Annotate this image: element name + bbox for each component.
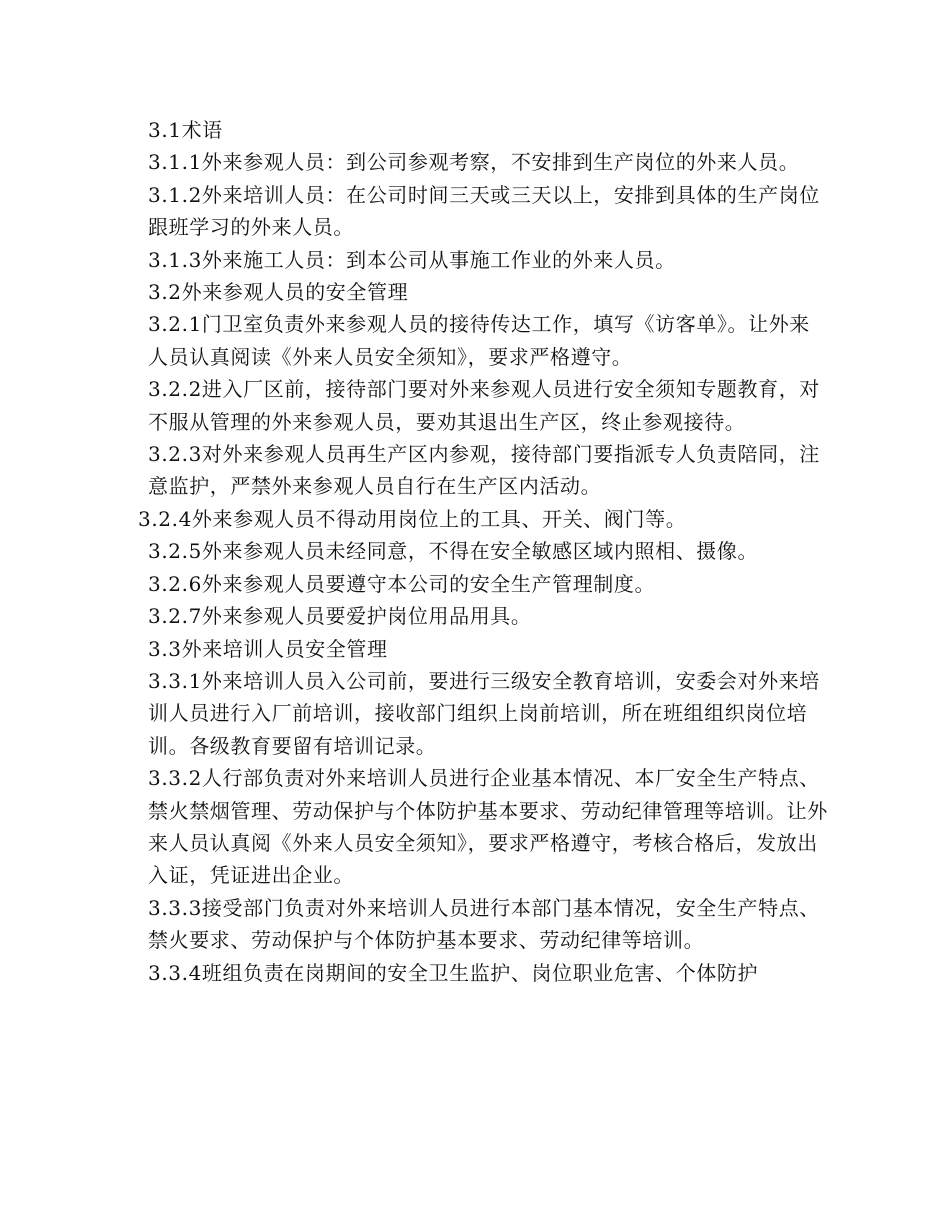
clause-3-2-6: 3.2.6外来参观人员要遵守本公司的安全生产管理制度。 [148, 571, 656, 596]
clause-3-1-2: 3.1.2外来培训人员：在公司时间三天或三天以上，安排到具体的生产岗位跟班学习的外来人员。 [148, 182, 820, 240]
clause-3-3-4: 3.3.4班组负责在岗期间的安全卫生监护、岗位职业危害、个体防护 [148, 960, 759, 985]
clause-3-2-5: 3.2.5外来参观人员未经同意，不得在安全敏感区域内照相、摄像。 [148, 539, 759, 564]
clause-3-2-4: 3.2.4外来参观人员不得动用岗位上的工具、开关、阀门等。 [138, 506, 687, 531]
clause-3-1-1: 3.1.1外来参观人员：到公司参观考察，不安排到生产岗位的外来人员。 [148, 150, 800, 175]
clause-3-3-1: 3.3.1外来培训人员入公司前，要进行三级安全教育培训，安委会对外来培训人员进行入厂前培训，接收部门组织上岗前培训，所在班组组织岗位培训。各级教育要留有培训记录。 [148, 668, 820, 758]
clause-3-3-3: 3.3.3接受部门负责对外来培训人员进行本部门基本情况，安全生产特点、禁火要求、劳动保护与个体防护基本要求、劳动纪律等培训。 [148, 895, 820, 953]
section-heading-3-3: 3.3外来培训人员安全管理 [148, 636, 388, 661]
clause-3-2-7: 3.2.7外来参观人员要爱护岗位用品用具。 [148, 604, 532, 629]
section-heading-3-2: 3.2外来参观人员的安全管理 [148, 280, 409, 305]
clause-3-1-3: 3.1.3外来施工人员：到本公司从事施工作业的外来人员。 [148, 247, 676, 272]
document-body [138, 114, 828, 989]
clause-3-3-2: 3.3.2人行部负责对外来培训人员进行企业基本情况、本厂安全生产特点、禁火禁烟管理、劳动保护与个体防护基本要求、劳动纪律管理等培训。让外来人员认真阅《外来人员安全须知》，要求严格遵守，考核合格后，发放出入证，凭证进出企业。 [148, 766, 828, 888]
clause-3-2-2: 3.2.2进入厂区前，接待部门要对外来参观人员进行安全须知专题教育，对不服从管理的外来参观人员，要劝其退出生产区，终止参观接待。 [148, 377, 820, 434]
clause-3-2-1: 3.2.1门卫室负责外来参观人员的接待传达工作，填写《访客单》。让外来人员认真阅读《外来人员安全须知》，要求严格遵守。 [148, 312, 810, 369]
clause-3-2-3: 3.2.3对外来参观人员再生产区内参观，接待部门要指派专人负责陪同，注意监护，严禁外来参观人员自行在生产区内活动。 [148, 442, 820, 499]
section-heading-3-1: 3.1术语 [148, 118, 223, 142]
